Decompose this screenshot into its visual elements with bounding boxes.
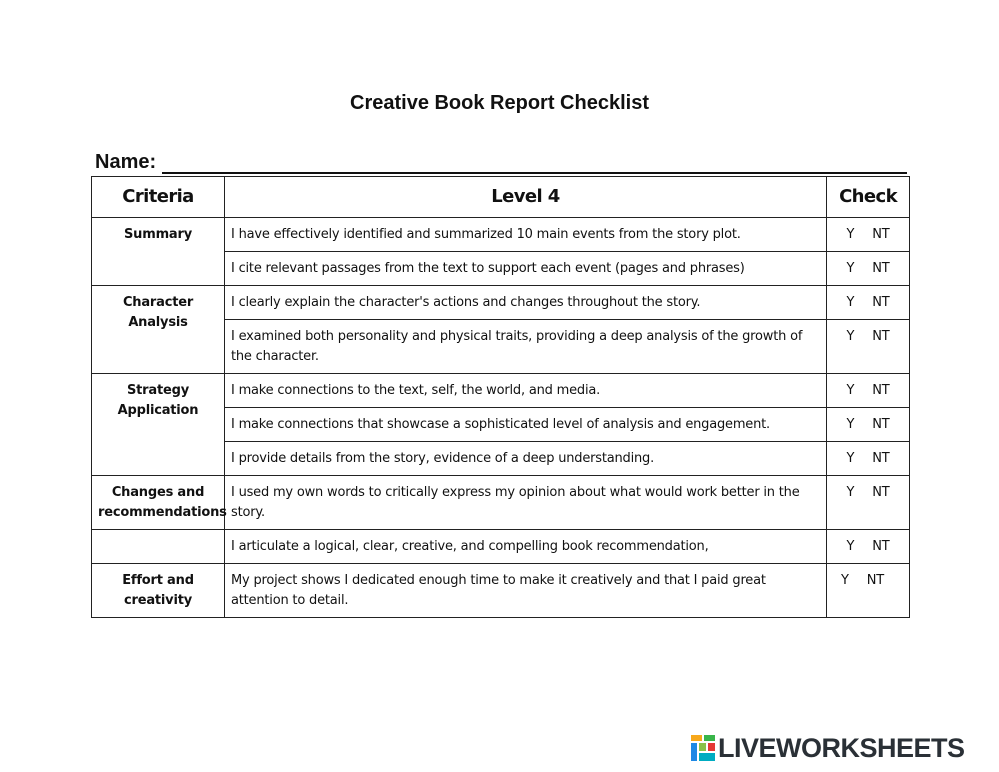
table-row xyxy=(92,218,910,252)
description-cell: I articulate a logical, clear, creative, and compelling book recommendation, xyxy=(225,530,827,564)
table-header-row xyxy=(92,177,910,218)
yes-option[interactable]: Y xyxy=(841,573,849,588)
header-check: Check xyxy=(827,177,910,218)
yes-option[interactable]: Y xyxy=(846,329,855,344)
yes-option[interactable]: Y xyxy=(846,383,855,398)
check-cell[interactable] xyxy=(827,442,910,476)
description-cell: I provide details from the story, evidence of a deep understanding. xyxy=(225,442,827,476)
checklist-table xyxy=(91,176,910,618)
name-input-line[interactable] xyxy=(162,152,907,174)
description-cell: I make connections to the text, self, the world, and media. xyxy=(225,374,827,408)
description-cell: I clearly explain the character's actions and changes throughout the story. xyxy=(225,286,827,320)
name-label: Name: xyxy=(95,151,157,173)
criteria-cell xyxy=(92,530,225,564)
page-title: Creative Book Report Checklist xyxy=(350,92,649,114)
name-field xyxy=(95,148,907,174)
criteria-cell: Strategy Application xyxy=(92,374,225,476)
yes-option[interactable]: Y xyxy=(846,261,855,276)
table-row xyxy=(92,530,910,564)
not-yet-option[interactable]: NT xyxy=(872,539,890,554)
description-cell: My project shows I dedicated enough time to make it creatively and that I paid great attention to detail. xyxy=(225,564,827,618)
check-cell[interactable] xyxy=(827,564,910,618)
table-row xyxy=(92,286,910,320)
criteria-cell: Effort and creativity xyxy=(92,564,225,618)
check-cell[interactable] xyxy=(827,320,910,374)
yes-option[interactable]: Y xyxy=(846,539,855,554)
yes-option[interactable]: Y xyxy=(846,295,855,310)
not-yet-option[interactable]: NT xyxy=(872,485,890,500)
not-yet-option[interactable]: NT xyxy=(872,329,890,344)
criteria-cell: Changes and recommendations xyxy=(92,476,225,530)
criteria-cell: Summary xyxy=(92,218,225,286)
logo-text: LIVEWORKSHEETS xyxy=(718,732,965,763)
check-cell[interactable] xyxy=(827,218,910,252)
description-cell: I examined both personality and physical traits, providing a deep analysis of the growth of the character. xyxy=(225,320,827,374)
check-cell[interactable] xyxy=(827,476,910,530)
yes-option[interactable]: Y xyxy=(846,451,855,466)
description-cell: I have effectively identified and summarized 10 main events from the story plot. xyxy=(225,218,827,252)
header-criteria: Criteria xyxy=(92,177,225,218)
description-cell: I make connections that showcase a sophisticated level of analysis and engagement. xyxy=(225,408,827,442)
not-yet-option[interactable]: NT xyxy=(872,383,890,398)
check-cell[interactable] xyxy=(827,374,910,408)
criteria-cell: Character Analysis xyxy=(92,286,225,374)
table-row xyxy=(92,564,910,618)
check-cell[interactable] xyxy=(827,252,910,286)
not-yet-option[interactable]: NT xyxy=(872,227,890,242)
liveworksheets-logo-icon xyxy=(690,734,716,762)
description-cell: I cite relevant passages from the text to support each event (pages and phrases) xyxy=(225,252,827,286)
yes-option[interactable]: Y xyxy=(846,227,855,242)
not-yet-option[interactable]: NT xyxy=(866,573,885,588)
description-cell: I used my own words to critically express my opinion about what would work better in the story. xyxy=(225,476,827,530)
check-cell[interactable] xyxy=(827,408,910,442)
liveworksheets-logo xyxy=(690,731,965,765)
check-cell[interactable] xyxy=(827,286,910,320)
not-yet-option[interactable]: NT xyxy=(872,417,890,432)
not-yet-option[interactable]: NT xyxy=(872,451,890,466)
table-row xyxy=(92,374,910,408)
yes-option[interactable]: Y xyxy=(846,485,855,500)
header-level: Level 4 xyxy=(225,177,827,218)
not-yet-option[interactable]: NT xyxy=(872,295,890,310)
check-cell[interactable] xyxy=(827,530,910,564)
yes-option[interactable]: Y xyxy=(846,417,855,432)
table-row xyxy=(92,476,910,530)
not-yet-option[interactable]: NT xyxy=(872,261,890,276)
